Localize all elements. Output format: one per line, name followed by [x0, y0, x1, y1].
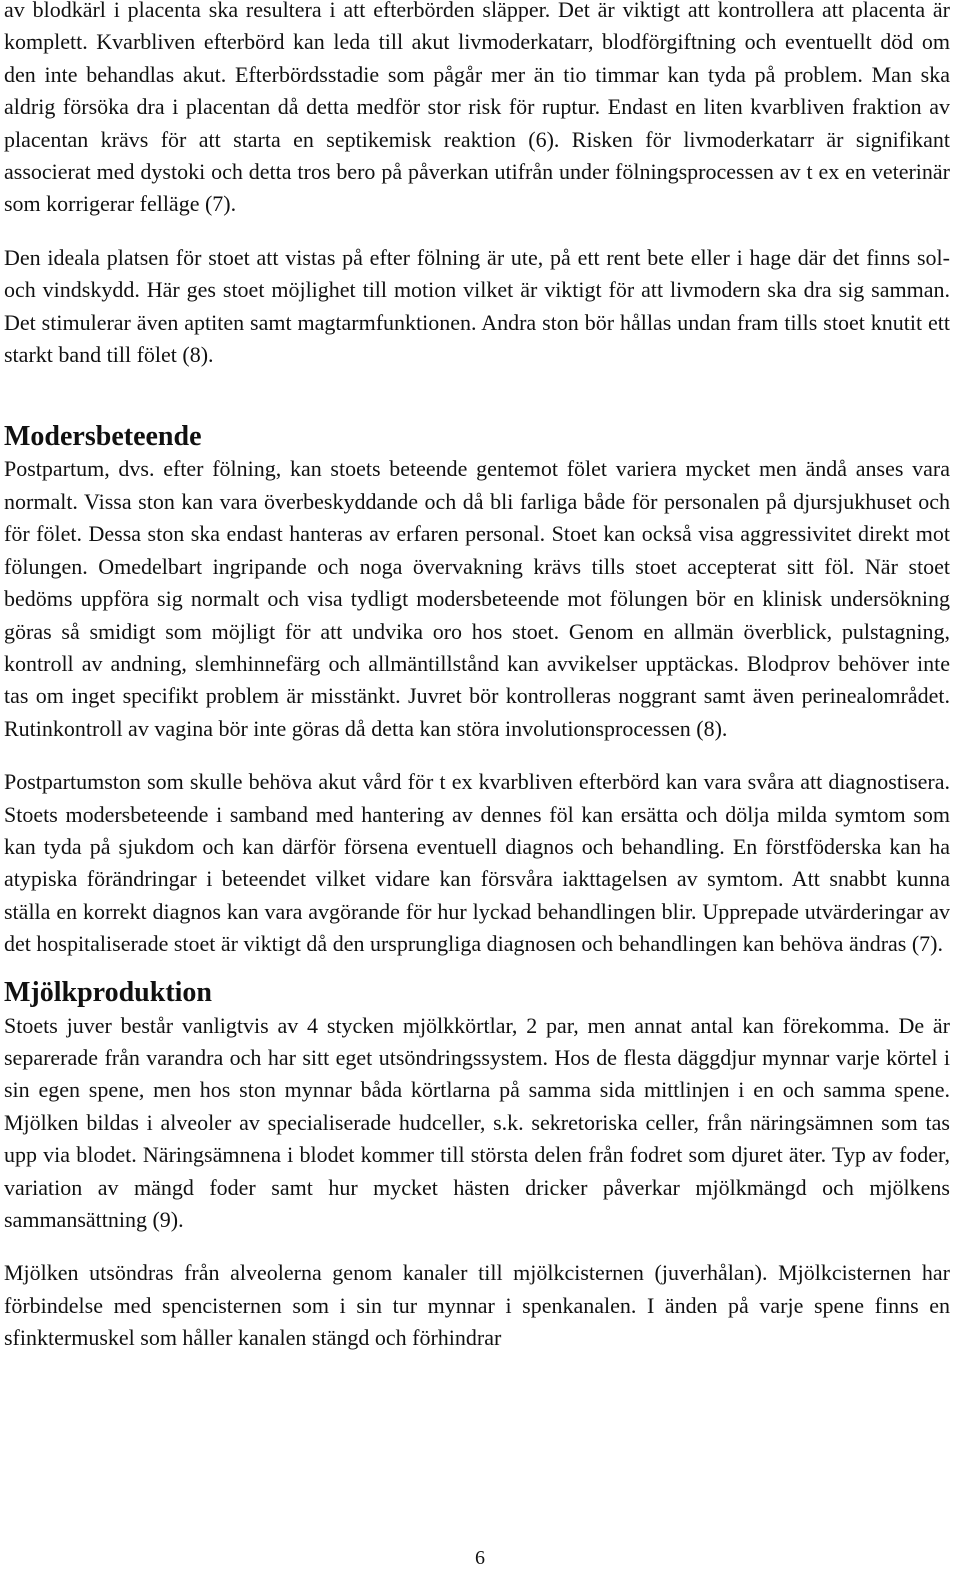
paragraph-postpartum-diagnosis: Postpartumston som skulle behöva akut vård för t ex kvarbliven efterbörd kan vara svåra att diagnostisera. Stoets modersbeteende i samband med hantering av dennes föl kan ersätta och dölja milda symtom som kan tyda på sjukdom och kan därför försena eventuell diagnos och behandling. En förstföderska kan ha atypiska förändringar i beteendet vilket vidare kan försvåra iakttagelsen av symtom. Att snabbt kunna ställa en korrekt diagnos kan vara avgörande för hur lyckad behandlingen blir. Upprepade utvärderingar av det hospitaliserade stoet är viktigt då den ursprungliga diagnosen och behandlingen kan behöva ändras (7).: [4, 769, 950, 957]
paragraph-ideal-location: Den ideala platsen för stoet att vistas på efter fölning är ute, på ett rent bete eller i hage där det finns sol- och vindskydd. Här ges stoet möjlighet till motion vilket är viktigt för att livmodern ska dra sig samman. Det stimulerar även aptiten samt magtarmfunktionen. Andra ston bör hållas undan fram tills stoet knutit ett starkt band till fölet (8).: [4, 244, 950, 368]
document-page: [4, 0, 950, 1355]
paragraph-milk-secretion: Mjölken utsöndras från alveolerna genom kanaler till mjölkcisternen (juverhålan). Mjölkcisternen har förbindelse med spencisternen som i sin tur mynnar i spenkanalen. I änden på varje spene finns en sfinktermuskel som håller kanalen stängd och förhindrar: [4, 1260, 950, 1351]
paragraph-postpartum-behavior: Postpartum, dvs. efter fölning, kan stoets beteende gentemot fölet variera mycket men ändå anses vara normalt. Vissa ston kan vara överbeskyddande och då bli farliga både för personalen på djursjukhuset och för fölet. Dessa ston ska endast hanteras av erfaren personal. Stoet kan också visa aggressivitet direkt mot fölungen. Omedelbart ingripande och noga övervakning krävs tills stoet accepterat sitt föl. När stoet bedöms uppföra sig normalt och visa tydligt modersbeteende mot fölungen bör en klinisk undersökning göras så smidigt som möjligt för att undvika oro hos stoet. Genom en allmän överblick, pulstagning, kontroll av andning, slemhinnefärg och allmäntillstånd kan avvikelser upptäckas. Blodprov behöver inte tas om inget specifikt problem är misstänkt. Juvret bör kontrolleras noggrant samt även perinealområdet. Rutinkontroll av vagina bör inte göras då detta kan störa involutionsprocessen (8).: [4, 456, 950, 741]
paragraph-placenta: av blodkärl i placenta ska resultera i att efterbörden släpper. Det är viktigt att kontrollera att placenta är komplett. Kvarbliven efterbörd kan leda till akut livmoderkatarr, blodförgiftning och eventuellt död om den inte behandlas akut. Efterbördsstadie som pågår mer än tio timmar kan tyda på problem. Man ska aldrig försöka dra i placentan då detta medför stor risk för ruptur. Endast en liten kvarbliven fraktion av placentan krävs för att starta en septikemisk reaktion (6). Risken för livmoderkatarr är signifikant associerat med dystoki och detta tros bero på påverkan utifrån under fölningsprocessen av t ex en veterinär som korrigerar felläge (7).: [4, 0, 950, 217]
heading-modersbeteende: Modersbeteende: [4, 421, 202, 453]
page-number: 6: [475, 1547, 485, 1569]
heading-mjolkproduktion: Mjölkproduktion: [4, 976, 212, 1008]
paragraph-udder-anatomy: Stoets juver består vanligtvis av 4 stycken mjölkkörtlar, 2 par, men annat antal kan förekomma. De är separerade från varandra och har sitt eget utsöndringssystem. Hos de flesta däggdjur mynnar varje körtel i sin egen spene, men hos ston mynnar båda körtlarna på samma sida mittlinjen i en och samma spene. Mjölken bildas i alveoler av specialiserade hudceller, s.k. sekretoriska celler, från näringsämnen som tas upp via blodet. Näringsämnena i blodet kommer till största delen från fodret som djuret äter. Typ av foder, variation av mängd foder samt hur mycket hästen dricker påverkar mjölkmängd och mjölkens sammansättning (9).: [4, 1012, 950, 1232]
